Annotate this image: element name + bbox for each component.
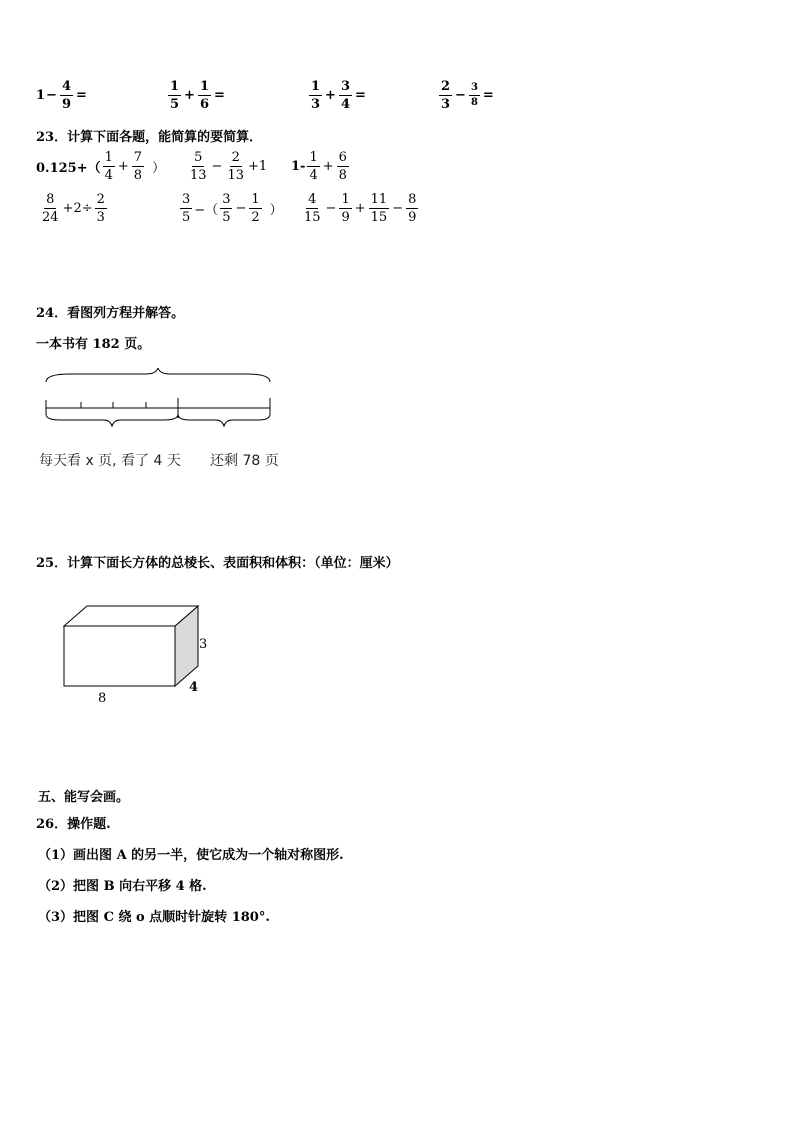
section-5-title: 五、能写会画。 xyxy=(38,790,130,805)
fraction xyxy=(309,80,322,111)
numerator: 4 xyxy=(308,192,317,207)
denominator: 5 xyxy=(170,97,180,112)
question-23-title: 23．计算下面各题，能简算的要简算． xyxy=(36,130,263,145)
denominator: 3 xyxy=(311,97,321,112)
operator: − xyxy=(46,88,57,103)
fraction xyxy=(439,80,452,111)
fraction xyxy=(225,151,246,182)
expr-tail: +2÷ xyxy=(62,201,93,216)
denominator: 3 xyxy=(96,210,105,225)
expr-1-minus-4-9 xyxy=(36,80,88,111)
expr-lead: 0.125+（ xyxy=(36,161,101,176)
expr-mid: −（ xyxy=(194,203,219,218)
cuboid-front-face xyxy=(64,626,175,686)
numerator: 1 xyxy=(311,79,321,94)
expr-1-3-plus-3-4 xyxy=(307,80,367,111)
operator: + xyxy=(117,159,129,174)
q23-expr-a xyxy=(36,151,165,182)
denominator: 9 xyxy=(341,210,350,225)
denominator: 6 xyxy=(199,97,209,112)
close-paren: ） xyxy=(152,161,166,176)
line-segment-diagram xyxy=(40,368,280,432)
q23-expr-c xyxy=(291,151,351,182)
operator: − xyxy=(325,201,337,216)
numerator: 3 xyxy=(340,79,350,94)
equals-sign: = xyxy=(76,88,87,103)
numerator: 7 xyxy=(133,150,143,165)
fraction xyxy=(302,193,323,224)
denominator: 8 xyxy=(338,168,347,183)
q26-item-2: （2）把图 B 向右平移 4 格. xyxy=(38,879,207,894)
fraction xyxy=(103,151,115,182)
operator: − xyxy=(455,88,466,103)
numerator: 1 xyxy=(251,192,260,207)
denominator: 9 xyxy=(61,97,71,112)
numerator: 5 xyxy=(194,150,203,165)
denominator: 15 xyxy=(304,210,321,225)
cuboid-width-label: 4 xyxy=(189,680,199,695)
operator: − xyxy=(235,201,247,216)
numerator: 2 xyxy=(96,192,105,207)
denominator: 8 xyxy=(133,168,143,183)
q23-expr-d xyxy=(38,193,109,224)
diagram-label-right: 还剩 78 页 xyxy=(210,453,279,469)
expr-lead: 1 xyxy=(36,88,46,103)
numerator: 8 xyxy=(46,192,55,207)
denominator: 5 xyxy=(222,210,231,225)
numerator: 2 xyxy=(231,150,240,165)
q26-item-1: （1）画出图 A 的另一半，使它成为一个轴对称图形. xyxy=(38,848,344,863)
fraction xyxy=(188,151,209,182)
bottom-brace-right xyxy=(178,414,270,426)
fraction xyxy=(168,80,181,111)
denominator: 4 xyxy=(340,97,350,112)
numerator: 6 xyxy=(338,150,347,165)
fraction xyxy=(95,193,107,224)
fraction xyxy=(132,151,144,182)
numerator: 3 xyxy=(469,83,480,96)
denominator: 13 xyxy=(227,168,244,183)
numerator: 1 xyxy=(199,79,209,94)
numerator: 1 xyxy=(341,192,350,207)
fraction xyxy=(198,80,211,111)
operator: − xyxy=(392,201,404,216)
operator: + xyxy=(325,88,336,103)
question-24-subtitle: 一本书有 182 页。 xyxy=(36,337,151,352)
cuboid-height-label: 3 xyxy=(199,637,208,652)
cuboid-top-face xyxy=(64,606,198,626)
denominator: 24 xyxy=(42,210,59,225)
fraction xyxy=(369,193,390,224)
expr-1-5-plus-1-6 xyxy=(166,80,226,111)
operator: + xyxy=(322,159,334,174)
fraction xyxy=(60,80,73,111)
close-paren: ） xyxy=(269,203,283,218)
fraction xyxy=(307,151,319,182)
fraction xyxy=(406,193,418,224)
denominator: 9 xyxy=(408,210,417,225)
numerator: 8 xyxy=(408,192,417,207)
q26-item-3: （3）把图 C 绕 o 点顺时针旋转 180°. xyxy=(38,910,270,925)
q23-expr-e xyxy=(178,193,283,224)
numerator: 1 xyxy=(104,150,113,165)
bottom-brace-left xyxy=(46,414,178,426)
numerator: 4 xyxy=(61,79,71,94)
fraction xyxy=(180,193,192,224)
q23-expr-f xyxy=(300,193,420,224)
denominator: 4 xyxy=(309,168,318,183)
numerator: 3 xyxy=(222,192,231,207)
question-24-title: 24．看图列方程并解答。 xyxy=(36,306,185,321)
question-25-title: 25．计算下面长方体的总棱长、表面积和体积：（单位：厘米） xyxy=(36,556,399,571)
fraction xyxy=(469,83,480,108)
denominator: 4 xyxy=(104,168,113,183)
denominator: 13 xyxy=(190,168,207,183)
expr-2-3-minus-3-8 xyxy=(437,80,495,111)
denominator: 5 xyxy=(182,210,191,225)
expr-lead: 1- xyxy=(291,159,306,174)
fraction xyxy=(40,193,61,224)
q23-expr-b xyxy=(186,151,267,182)
fraction xyxy=(249,193,261,224)
numerator: 3 xyxy=(182,192,191,207)
fraction xyxy=(337,151,349,182)
denominator: 15 xyxy=(370,210,388,225)
equals-sign: = xyxy=(482,88,494,103)
operator: − xyxy=(211,159,223,174)
fraction xyxy=(339,80,352,111)
denominator: 2 xyxy=(251,210,260,225)
operator: + xyxy=(184,88,195,103)
denominator: 3 xyxy=(441,97,451,112)
equals-sign: = xyxy=(214,88,225,103)
expr-tail: +1 xyxy=(248,159,268,174)
operator: + xyxy=(354,201,366,216)
numerator: 1 xyxy=(170,79,180,94)
cuboid-length-label: 8 xyxy=(98,691,107,706)
equals-sign: = xyxy=(355,88,366,103)
fraction xyxy=(220,193,232,224)
diagram-label-left: 每天看 x 页, 看了 4 天 xyxy=(39,453,181,469)
question-26-title: 26．操作题. xyxy=(36,817,111,832)
denominator: 8 xyxy=(470,97,478,108)
numerator: 1 xyxy=(309,150,318,165)
top-brace xyxy=(46,368,270,382)
numerator: 2 xyxy=(441,79,451,94)
fraction xyxy=(339,193,351,224)
numerator: 11 xyxy=(370,192,388,207)
